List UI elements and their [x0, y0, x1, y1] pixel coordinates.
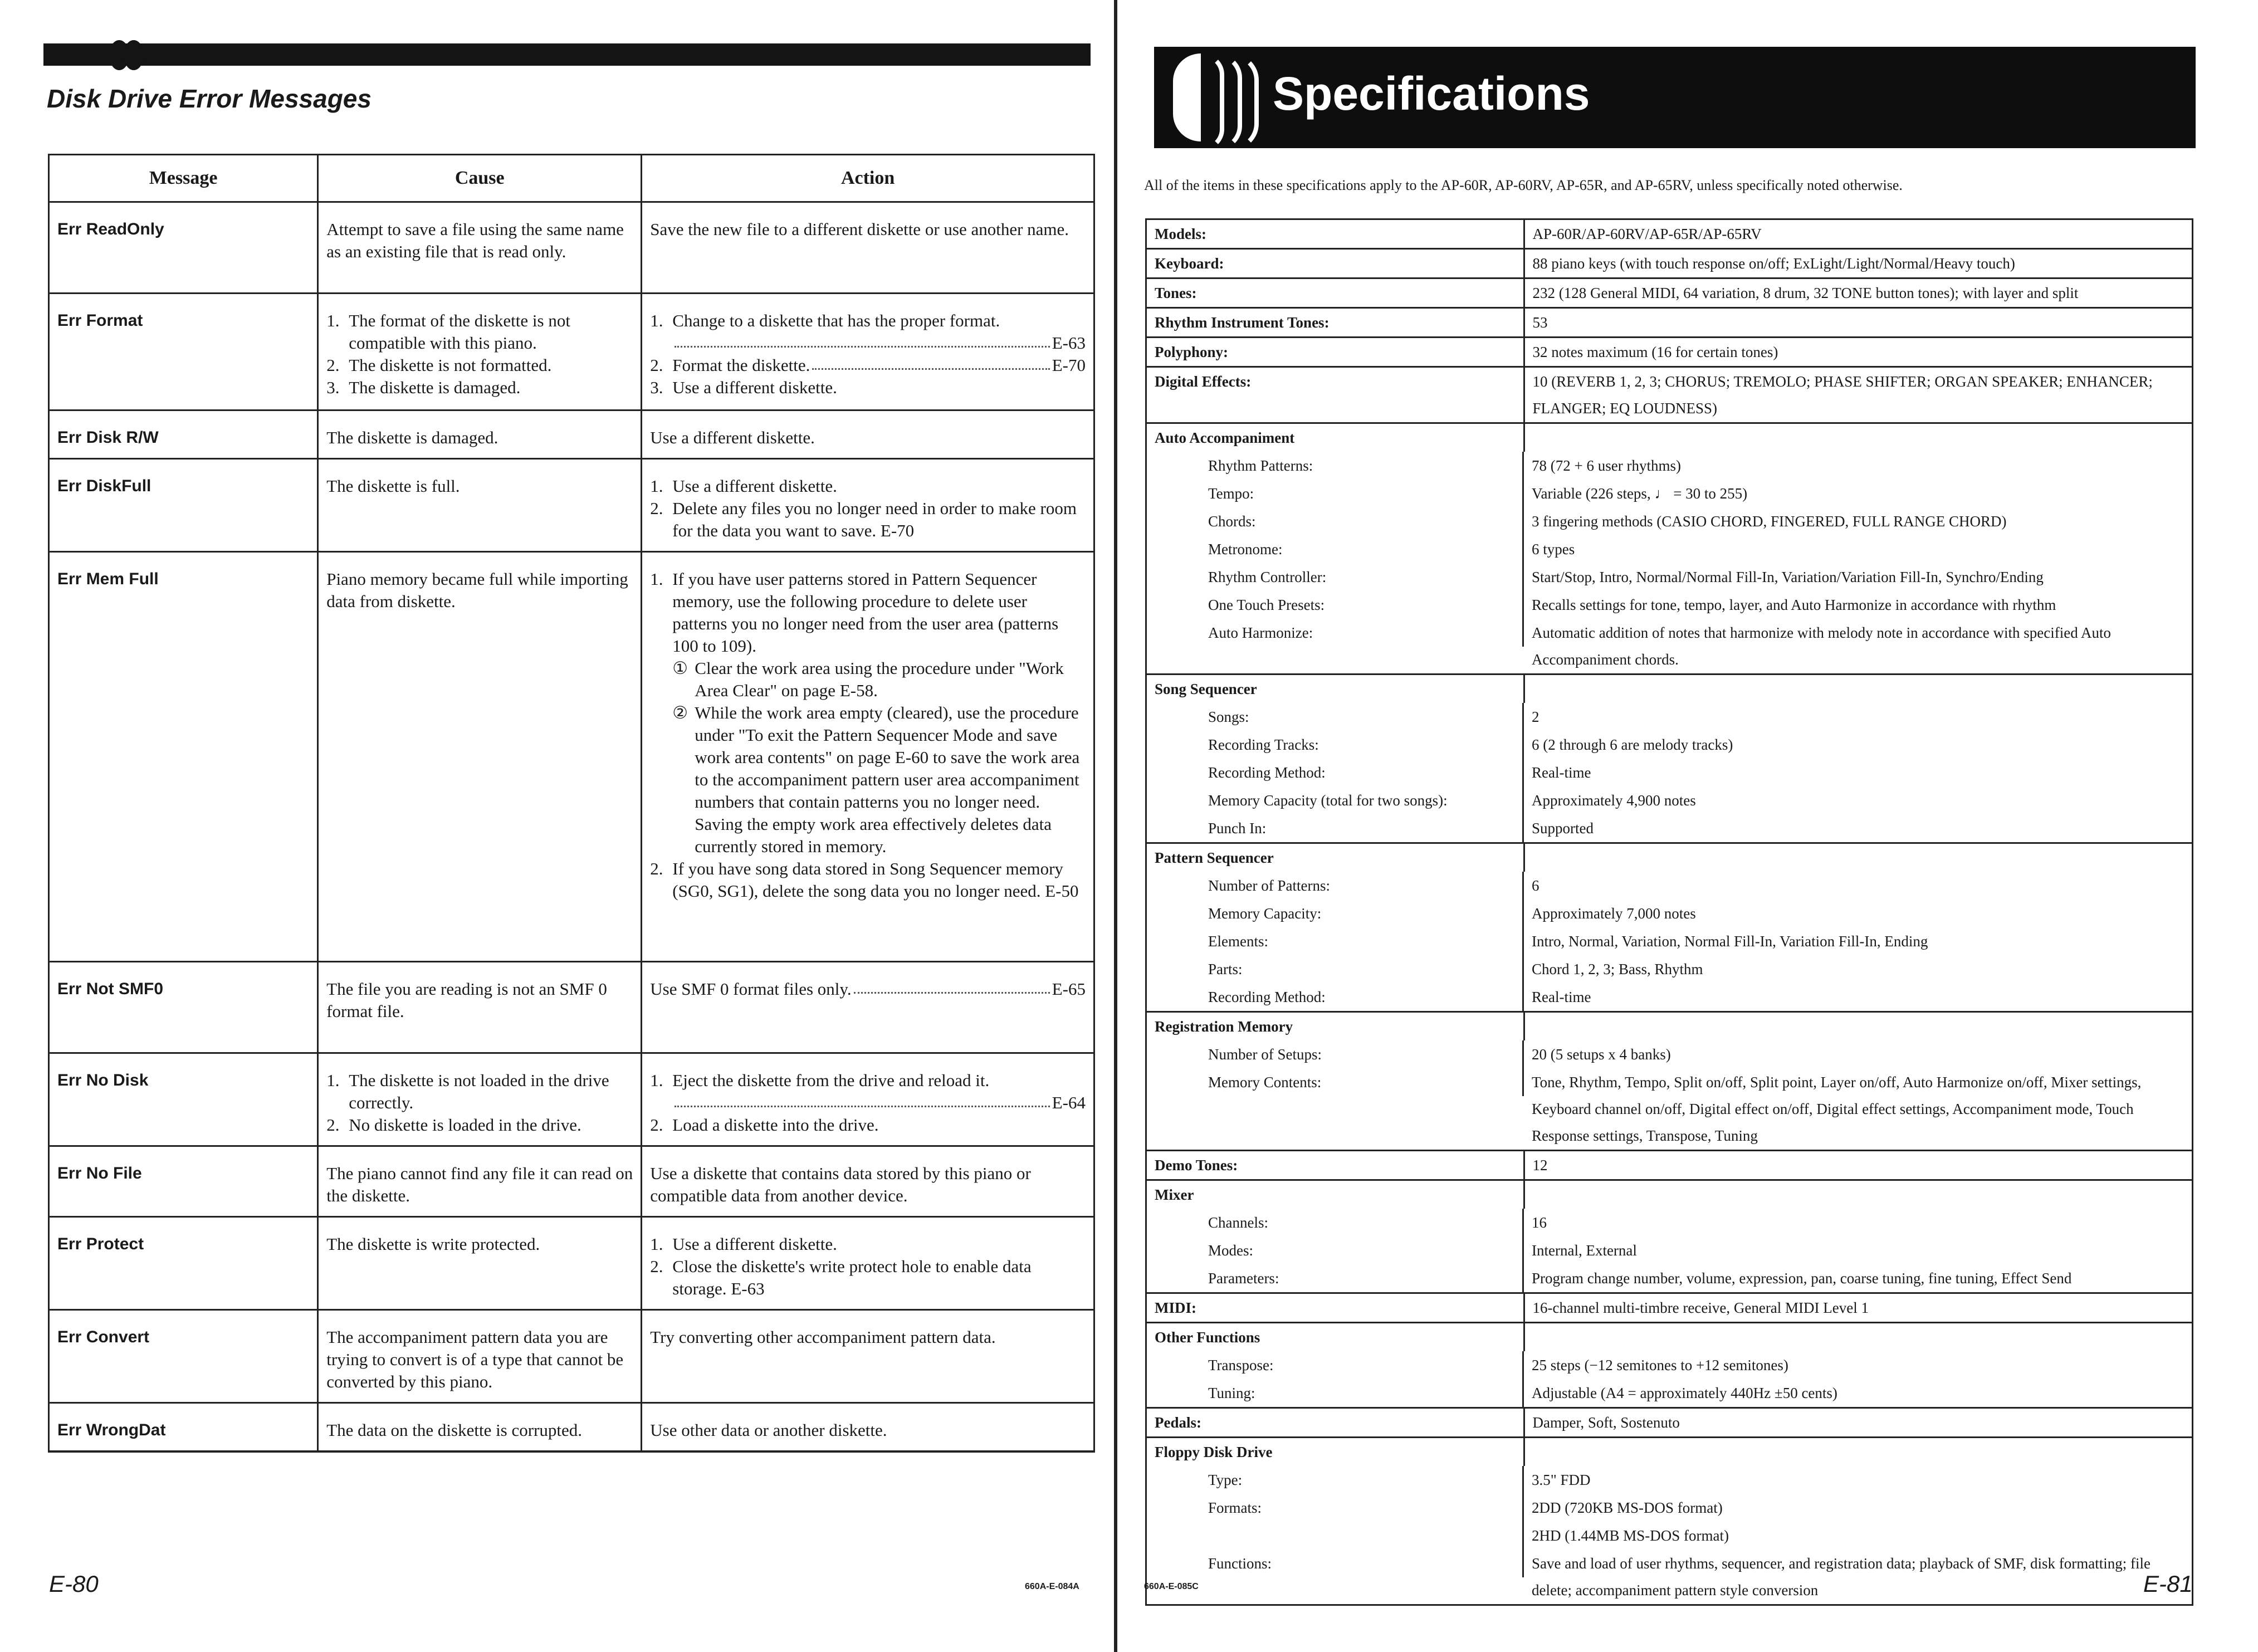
spec-row [1146, 731, 2193, 759]
cause-cell: The accompaniment pattern data you are trying to convert is of a type that cannot be converted by this piano. [318, 1310, 642, 1403]
cause-cell: The piano cannot find any file it can read on the diskette. [318, 1146, 642, 1217]
page-ref: E-70 [1052, 355, 1086, 375]
spec-value: Supported [1532, 820, 1594, 837]
spec-label: Pattern Sequencer [1146, 843, 1524, 872]
spec-value: 20 (5 setups x 4 banks) [1532, 1046, 1671, 1063]
message-cell: Err Mem Full [49, 552, 318, 962]
spec-value: 10 (REVERB 1, 2, 3; CHORUS; TREMOLO; PHASE SHIFTER; ORGAN SPEAKER; ENHANCER; FLANGER; EQ LOUDNESS) [1524, 367, 2193, 423]
page-ref: E-63 [731, 1279, 765, 1298]
cause-cell: 1. The format of the diskette is not compatible with this piano. 2. The diskette is not formatted. 3. The diskette is damaged. [318, 294, 642, 410]
table-row [49, 202, 1094, 294]
spec-value: Damper, Soft, Sostenuto [1524, 1408, 2193, 1438]
banner-bracket-icon [1232, 53, 1259, 150]
table-row [49, 1310, 1094, 1403]
spec-label: Memory Capacity (total for two songs): [1169, 786, 1524, 814]
table-row [49, 962, 1094, 1053]
action-item: Load a diskette into the drive. [672, 1115, 879, 1135]
spec-value: 16 [1532, 1214, 1547, 1231]
right-page [1120, 0, 2258, 1652]
spec-label: Memory Capacity: [1169, 900, 1524, 927]
spec-row [1146, 308, 2193, 338]
action-cell: Save the new file to a different diskette or use another name. [642, 202, 1094, 294]
spec-label: Registration Memory [1146, 1012, 1524, 1041]
cause-cell: 1. The diskette is not loaded in the drive correctly. 2. No diskette is loaded in the drive. [318, 1053, 642, 1146]
section-heading: Disk Drive Error Messages [47, 84, 372, 113]
message-cell: Err Protect [49, 1217, 318, 1310]
spec-value: Program change number, volume, expression, pan, coarse tuning, fine tuning, Effect Send [1532, 1270, 2072, 1287]
table-row [49, 1053, 1094, 1146]
spec-row [1146, 1209, 2193, 1236]
spec-row [1146, 619, 2193, 675]
spec-row [1146, 591, 2193, 619]
spec-row [1146, 535, 2193, 563]
spec-label: Auto Harmonize: [1169, 619, 1524, 647]
table-header-row [49, 155, 1094, 202]
message-cell: Err ReadOnly [49, 202, 318, 294]
spec-row [1146, 507, 2193, 535]
action-substep: While the work area empty (cleared), use the procedure under "To exit the Pattern Sequencer Mode and save work area contents" on page E-60 to save the work area to the accompaniment pattern user area accompaniment numbers that contain patterns you no longer need. Saving the empty work area effectively deletes data currently stored in memory. [695, 703, 1080, 856]
action-item: If you have song data stored in Song Sequencer memory (SG0, SG1), delete the song data you no longer need. [672, 859, 1063, 901]
spec-label: Songs: [1169, 703, 1524, 731]
action-cell: 1. Eject the diskette from the drive and reload it. E-64 2. Load a diskette into the drive. [642, 1053, 1094, 1146]
spec-row [1146, 1323, 2193, 1352]
spec-row [1146, 452, 2193, 480]
spec-value [1524, 1438, 2193, 1467]
spec-value [1524, 675, 2193, 703]
action-item: Change to a diskette that has the proper format. [672, 311, 1000, 330]
action-cell: 1. Change to a diskette that has the proper format. E-63 2. Format the diskette. E-70 3. Use a different diskette. [642, 294, 1094, 410]
spec-value: Adjustable (A4 = approximately 440Hz ±50 cents) [1532, 1385, 1837, 1401]
spec-row [1146, 759, 2193, 786]
spec-label: Other Functions [1146, 1323, 1524, 1352]
action-item: Use a different diskette. [672, 378, 837, 397]
spec-value: 6 (2 through 6 are melody tracks) [1532, 736, 1733, 753]
spec-row [1146, 1351, 2193, 1379]
spec-row [1146, 1550, 2193, 1605]
spec-label: Type: [1169, 1466, 1524, 1494]
spec-label: Keyboard: [1146, 249, 1524, 278]
cause-item: No diskette is loaded in the drive. [349, 1115, 581, 1135]
spec-row [1146, 786, 2193, 814]
spec-value: Tone, Rhythm, Tempo, Split on/off, Split point, Layer on/off, Auto Harmonize on/off, Mixer settings, Keyboard channel on/off, Digital effect on/off, Digital effect settings, Accompaniment mode, Touch Response settings, Transpose, Tuning [1532, 1074, 2142, 1144]
spec-row [1146, 1379, 2193, 1408]
message-cell: Err No Disk [49, 1053, 318, 1146]
header-bar-mark [124, 40, 144, 70]
action-cell: Use a different diskette. [642, 410, 1094, 459]
spec-label: Number of Setups: [1169, 1040, 1524, 1068]
spec-row [1146, 872, 2193, 900]
action-substep: Clear the work area using the procedure under "Work Area Clear" on page E-58. [695, 658, 1064, 700]
banner-bracket-icon [1173, 53, 1201, 141]
spec-value: 25 steps (−12 semitones to +12 semitones) [1532, 1357, 1788, 1374]
table-row [49, 1146, 1094, 1217]
column-header: Message [49, 155, 318, 202]
spec-label: Pedals: [1146, 1408, 1524, 1438]
spec-row [1146, 1264, 2193, 1293]
table-row [49, 294, 1094, 410]
page-ref: E-70 [880, 521, 915, 540]
table-row [49, 1217, 1094, 1310]
spec-value: Variable (226 steps, ♩ = 30 to 255) [1532, 485, 1748, 502]
spec-value: 232 (128 General MIDI, 64 variation, 8 drum, 32 TONE button tones); with layer and split [1524, 278, 2193, 308]
specifications-table [1145, 218, 2193, 1606]
spec-label: Rhythm Controller: [1169, 563, 1524, 591]
spec-label: Tuning: [1169, 1379, 1524, 1407]
spec-label: Song Sequencer [1146, 675, 1524, 703]
message-cell: Err Not SMF0 [49, 962, 318, 1053]
spec-label: Demo Tones: [1146, 1151, 1524, 1180]
spec-value [1524, 1180, 2193, 1209]
spec-row [1146, 900, 2193, 927]
spec-label: Auto Accompaniment [1146, 423, 1524, 452]
spec-value: 2DD (720KB MS-DOS format) [1532, 1499, 1723, 1516]
spec-value: Internal, External [1532, 1242, 1637, 1259]
table-row [49, 459, 1094, 552]
spec-label: Polyphony: [1146, 338, 1524, 367]
action-item: Delete any files you no longer need in order to make room for the data you want to save. [672, 498, 1077, 540]
spec-value [1524, 1012, 2193, 1041]
cause-cell: The diskette is write protected. [318, 1217, 642, 1310]
action-cell: 1. Use a different diskette. 2. Close the diskette's write protect hole to enable data storage. E-63 [642, 1217, 1094, 1310]
cause-item: The diskette is not formatted. [349, 355, 552, 375]
spec-row [1146, 1494, 2193, 1522]
spec-value: Start/Stop, Intro, Normal/Normal Fill-In, Variation/Variation Fill-In, Synchro/Ending [1532, 569, 2044, 585]
spec-row [1146, 675, 2193, 703]
spec-label: Models: [1146, 219, 1524, 249]
spec-row [1146, 480, 2193, 507]
table-row [49, 410, 1094, 459]
page-ref: E-65 [1052, 979, 1086, 999]
header-bar [43, 43, 1091, 66]
spec-row [1146, 1408, 2193, 1438]
spec-label: Digital Effects: [1146, 367, 1524, 423]
action-cell: 1. If you have user patterns stored in Pattern Sequencer memory, use the following procedure to delete user patterns you no longer need from the user area (patterns 100 to 109). ① Clear the work area using the procedure under "Work Area Clear" on page E-58. ② While the work area empty (cleared), use the procedure under "To exit the Pattern Sequencer Mode and save work area contents" on page E-60 to save the work area to the accompaniment pattern user area accompaniment numbers that contain patterns you no longer need. Saving the empty work area effectively deletes data currently stored in memory. 2. If you have song data stored in Song Sequencer memory (SG0, SG1), delete the song data you no longer need. E-50 [642, 552, 1094, 962]
spec-row [1146, 1438, 2193, 1467]
spec-row [1146, 367, 2193, 423]
spec-row [1146, 338, 2193, 367]
cause-cell: Attempt to save a file using the same name as an existing file that is read only. [318, 202, 642, 294]
spec-label: Metronome: [1169, 535, 1524, 563]
spec-row [1146, 955, 2193, 983]
spec-label: Formats: [1169, 1494, 1524, 1522]
table-row [49, 1403, 1094, 1452]
spec-label: Mixer [1146, 1180, 1524, 1209]
message-cell: Err Convert [49, 1310, 318, 1403]
spec-row [1146, 843, 2193, 872]
spec-row [1146, 219, 2193, 249]
spec-value [1524, 843, 2193, 872]
spec-label: MIDI: [1146, 1293, 1524, 1323]
spec-label: Transpose: [1169, 1351, 1524, 1379]
action-cell [642, 962, 1094, 1053]
action-item: Close the diskette's write protect hole to enable data storage. [672, 1257, 1032, 1298]
message-cell: Err DiskFull [49, 459, 318, 552]
spec-value: AP-60R/AP-60RV/AP-65R/AP-65RV [1524, 219, 2193, 249]
cause-cell: Piano memory became full while importing data from diskette. [318, 552, 642, 962]
spec-note: All of the items in these specifications apply to the AP-60R, AP-60RV, AP-65R, and AP-65RV, unless specifically noted otherwise. [1144, 177, 1903, 193]
document-code: 660A-E-084A [1025, 1582, 1079, 1591]
action-cell: Use other data or another diskette. [642, 1403, 1094, 1452]
spec-label: Functions: [1169, 1550, 1524, 1577]
spec-label: Elements: [1169, 927, 1524, 955]
spec-value: 12 [1524, 1151, 2193, 1180]
spec-label: Rhythm Instrument Tones: [1146, 308, 1524, 338]
spec-row [1146, 1466, 2193, 1494]
spec-value: 6 types [1532, 541, 1575, 558]
spec-value: 78 (72 + 6 user rhythms) [1532, 457, 1681, 474]
spec-value: Automatic addition of notes that harmonize with melody note in accordance with specified Auto Accompaniment chords. [1532, 624, 2111, 668]
spec-label: Chords: [1169, 507, 1524, 535]
spec-label: Recording Method: [1169, 983, 1524, 1011]
cause-cell: The file you are reading is not an SMF 0 format file. [318, 962, 642, 1053]
spec-value: 88 piano keys (with touch response on/off; ExLight/Light/Normal/Heavy touch) [1524, 249, 2193, 278]
message-cell: Err WrongDat [49, 1403, 318, 1452]
action-cell: Try converting other accompaniment pattern data. [642, 1310, 1094, 1403]
spec-value: Chord 1, 2, 3; Bass, Rhythm [1532, 961, 1703, 977]
spec-label: Tones: [1146, 278, 1524, 308]
column-header: Action [642, 155, 1094, 202]
spec-label: Recording Method: [1169, 759, 1524, 786]
spec-value: Save and load of user rhythms, sequencer, and registration data; playback of SMF, disk formatting; file delete; accompaniment pattern style conversion [1532, 1555, 2151, 1599]
spec-label: Rhythm Patterns: [1169, 452, 1524, 480]
spec-row [1146, 1151, 2193, 1180]
action-cell: Use a diskette that contains data stored by this piano or compatible data from another device. [642, 1146, 1094, 1217]
spec-value [1524, 1323, 2193, 1352]
spec-row [1146, 423, 2193, 452]
spec-value: 3.5" FDD [1532, 1472, 1591, 1488]
spec-label: Punch In: [1169, 814, 1524, 842]
spec-value: Approximately 7,000 notes [1532, 905, 1696, 922]
action-item: Format the diskette. [672, 355, 810, 375]
spec-label: Tempo: [1169, 480, 1524, 507]
spec-label: One Touch Presets: [1169, 591, 1524, 619]
message-cell: Err Format [49, 294, 318, 410]
spec-row [1146, 1236, 2193, 1264]
action-item: Use SMF 0 format files only. [650, 979, 852, 999]
document-code: 660A-E-085C [1144, 1582, 1199, 1591]
spec-label: Parts: [1169, 955, 1524, 983]
spec-value: Approximately 4,900 notes [1532, 792, 1696, 809]
cause-item: The format of the diskette is not compatible with this piano. [349, 311, 570, 353]
action-item: If you have user patterns stored in Pattern Sequencer memory, use the following procedure to delete user patterns you no longer need from the user area (patterns 100 to 109). [672, 569, 1059, 656]
message-cell: Err Disk R/W [49, 410, 318, 459]
page-title: Specifications [1273, 67, 1590, 120]
action-item: Use a different diskette. [672, 1234, 837, 1254]
spec-label: Modes: [1169, 1236, 1524, 1264]
spec-row [1146, 1012, 2193, 1041]
spec-label: Number of Patterns: [1169, 872, 1524, 900]
cause-item: The diskette is not loaded in the drive correctly. [349, 1071, 609, 1112]
cause-cell: The diskette is full. [318, 459, 642, 552]
spec-row [1146, 703, 2193, 731]
message-cell: Err No File [49, 1146, 318, 1217]
spec-value: 32 notes maximum (16 for certain tones) [1524, 338, 2193, 367]
spec-value: Intro, Normal, Variation, Normal Fill-In, Variation Fill-In, Ending [1532, 933, 1928, 950]
action-item: Eject the diskette from the drive and reload it. [672, 1071, 990, 1090]
action-item: Use a different diskette. [672, 476, 837, 496]
error-messages-table [48, 154, 1095, 1453]
spec-label: Memory Contents: [1169, 1068, 1524, 1096]
spec-label [1169, 1522, 1524, 1550]
cause-item: The diskette is damaged. [349, 378, 521, 397]
spec-label: Parameters: [1169, 1264, 1524, 1292]
table-row [49, 552, 1094, 962]
spec-row [1146, 278, 2193, 308]
spec-value [1524, 423, 2193, 452]
spec-row [1146, 983, 2193, 1012]
spec-label: Floppy Disk Drive [1146, 1438, 1524, 1467]
spec-row [1146, 249, 2193, 278]
spec-row [1146, 1293, 2193, 1323]
spec-value: 16-channel multi-timbre receive, General MIDI Level 1 [1524, 1293, 2193, 1323]
spec-value: 2HD (1.44MB MS-DOS format) [1532, 1527, 1729, 1544]
cause-cell: The data on the diskette is corrupted. [318, 1403, 642, 1452]
spec-label: Channels: [1169, 1209, 1524, 1236]
cause-cell: The diskette is damaged. [318, 410, 642, 459]
spec-value: 3 fingering methods (CASIO CHORD, FINGERED, FULL RANGE CHORD) [1532, 513, 2007, 530]
action-cell: 1. Use a different diskette. 2. Delete any files you no longer need in order to make room for the data you want to save. E-70 [642, 459, 1094, 552]
spec-value: 6 [1532, 877, 1539, 894]
spec-value: Recalls settings for tone, tempo, layer, and Auto Harmonize in accordance with rhythm [1532, 597, 2056, 613]
page-ref: E-50 [1045, 881, 1079, 901]
spec-value: 2 [1532, 708, 1539, 725]
page-number: E-81 [2143, 1571, 2193, 1597]
page-ref: E-64 [1052, 1093, 1086, 1112]
spec-row [1146, 927, 2193, 955]
spec-label: Recording Tracks: [1169, 731, 1524, 759]
spec-value: 53 [1524, 308, 2193, 338]
page-number: E-80 [49, 1571, 99, 1597]
spec-row [1146, 1522, 2193, 1550]
page-ref: E-63 [1052, 333, 1086, 353]
spec-row [1146, 1068, 2193, 1151]
spec-row [1146, 1040, 2193, 1068]
spec-value: Real-time [1532, 764, 1591, 781]
column-header: Cause [318, 155, 642, 202]
spec-row [1146, 814, 2193, 843]
spec-row [1146, 563, 2193, 591]
spec-row [1146, 1180, 2193, 1209]
left-page [0, 0, 1120, 1652]
spec-value: Real-time [1532, 989, 1591, 1005]
